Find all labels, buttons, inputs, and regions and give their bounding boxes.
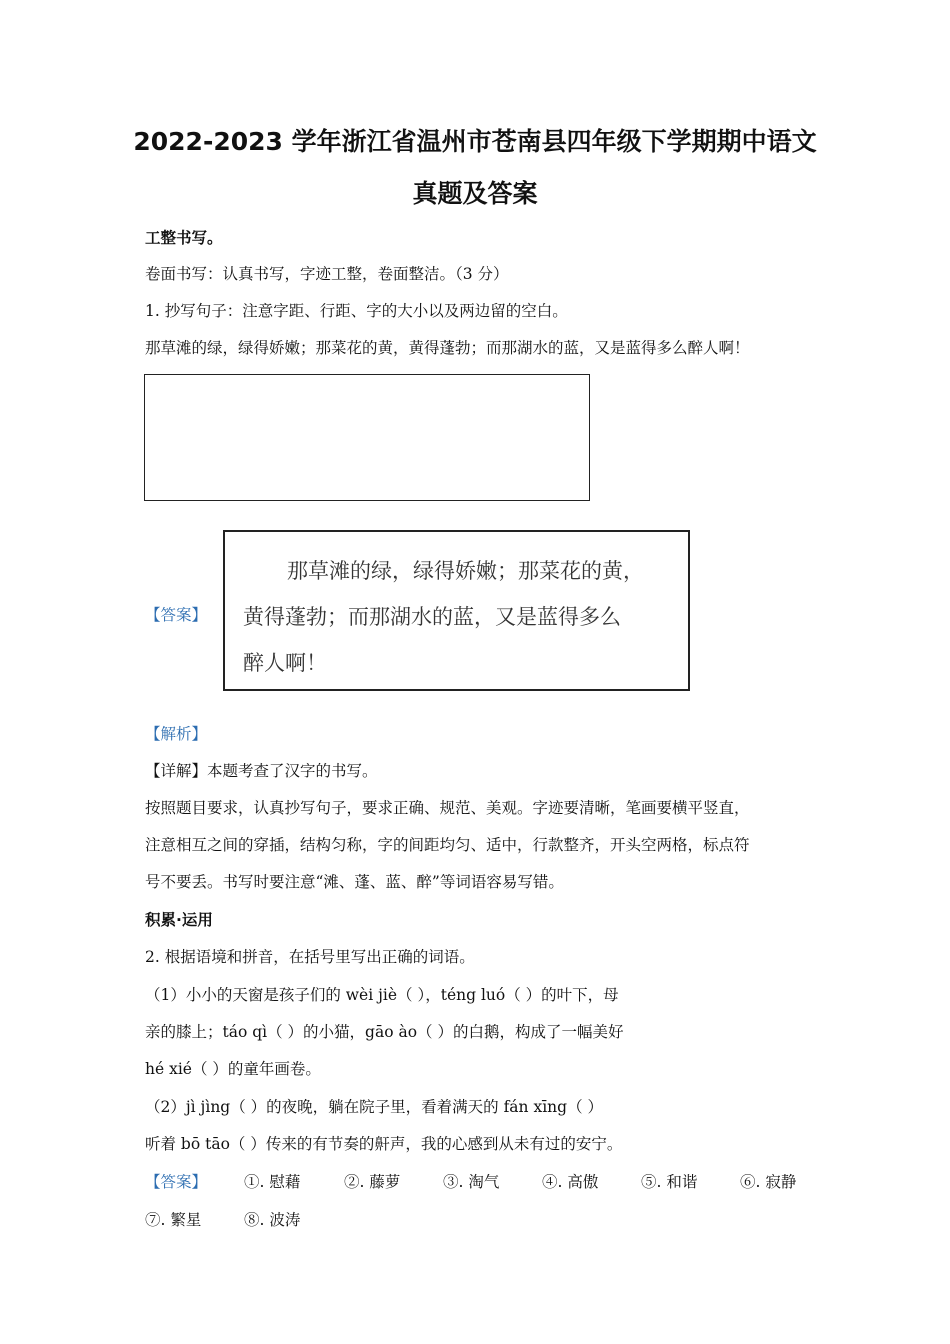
detail-text: 【详解】本题考查了汉字的书写。 (145, 762, 378, 780)
explain-line: 按照题目要求，认真抄写句子，要求正确、规范、美观。字迹要清晰，笔画要横平竖直， (145, 799, 750, 817)
explain-line: 号不要丢。书写时要注意“滩、蓬、蓝、醉”等词语容易写错。 (145, 873, 564, 891)
answer-item: ④. 高傲 (542, 1173, 599, 1191)
answer-item: ⑧. 波涛 (244, 1211, 301, 1229)
answer-line: 那草滩的绿，绿得娇嫩；那菜花的黄， (287, 559, 644, 583)
answer-item: ⑥. 寂静 (740, 1173, 797, 1191)
answer-item: ②. 藤萝 (344, 1173, 401, 1191)
answer-item: ①. 慰藉 (244, 1173, 301, 1191)
question-2: 2. 根据语境和拼音，在括号里写出正确的词语。 (145, 948, 475, 966)
section-heading-writing: 工整书写。 (145, 229, 223, 247)
pinyin-line: 亲的膝上；táo qì（ ）的小猫，gāo ào（ ）的白鹅，构成了一幅美好 (145, 1023, 624, 1041)
pinyin-line: （2）jì jìng（ ）的夜晚，躺在院子里，看着满天的 fán xīng（ ） (145, 1098, 603, 1116)
answer-label-1: 【答案】 (145, 606, 208, 624)
writing-box[interactable] (144, 374, 590, 501)
answer-handwriting-box (223, 530, 690, 691)
answer-item: ⑤. 和谐 (641, 1173, 698, 1191)
document-title-line1: 2022-2023 学年浙江省温州市苍南县四年级下学期期中语文 (133, 127, 817, 156)
explain-line: 注意相互之间的穿插，结构匀称，字的间距均匀、适中，行款整齐，开头空两格，标点符 (145, 836, 750, 854)
section-heading-accumulate: 积累·运用 (145, 911, 213, 929)
analysis-label: 【解析】 (145, 725, 208, 743)
answer-item: ③. 淘气 (443, 1173, 500, 1191)
answer-label-2: 【答案】 (145, 1173, 208, 1191)
answer-line: 黄得蓬勃；而那湖水的蓝，又是蓝得多么 (243, 605, 621, 629)
pinyin-line: （1）小小的天窗是孩子们的 wèi jiè（ ），téng luó（ ）的叶下，母 (145, 986, 619, 1004)
writing-instruction: 卷面书写：认真书写，字迹工整，卷面整洁。（3 分） (145, 265, 509, 283)
answer-line: 醉人啊！ (243, 651, 327, 675)
copy-sentence: 那草滩的绿，绿得娇嫩；那菜花的黄，黄得蓬勃；而那湖水的蓝，又是蓝得多么醉人啊！ (145, 339, 750, 357)
pinyin-line: hé xié（ ）的童年画卷。 (145, 1060, 321, 1078)
pinyin-line: 听着 bō tāo（ ）传来的有节奏的鼾声，我的心感到从未有过的安宁。 (145, 1135, 623, 1153)
document-title-line2: 真题及答案 (412, 179, 538, 208)
question-1: 1. 抄写句子：注意字距、行距、字的大小以及两边留的空白。 (145, 302, 568, 320)
answer-item: ⑦. 繁星 (145, 1211, 202, 1229)
